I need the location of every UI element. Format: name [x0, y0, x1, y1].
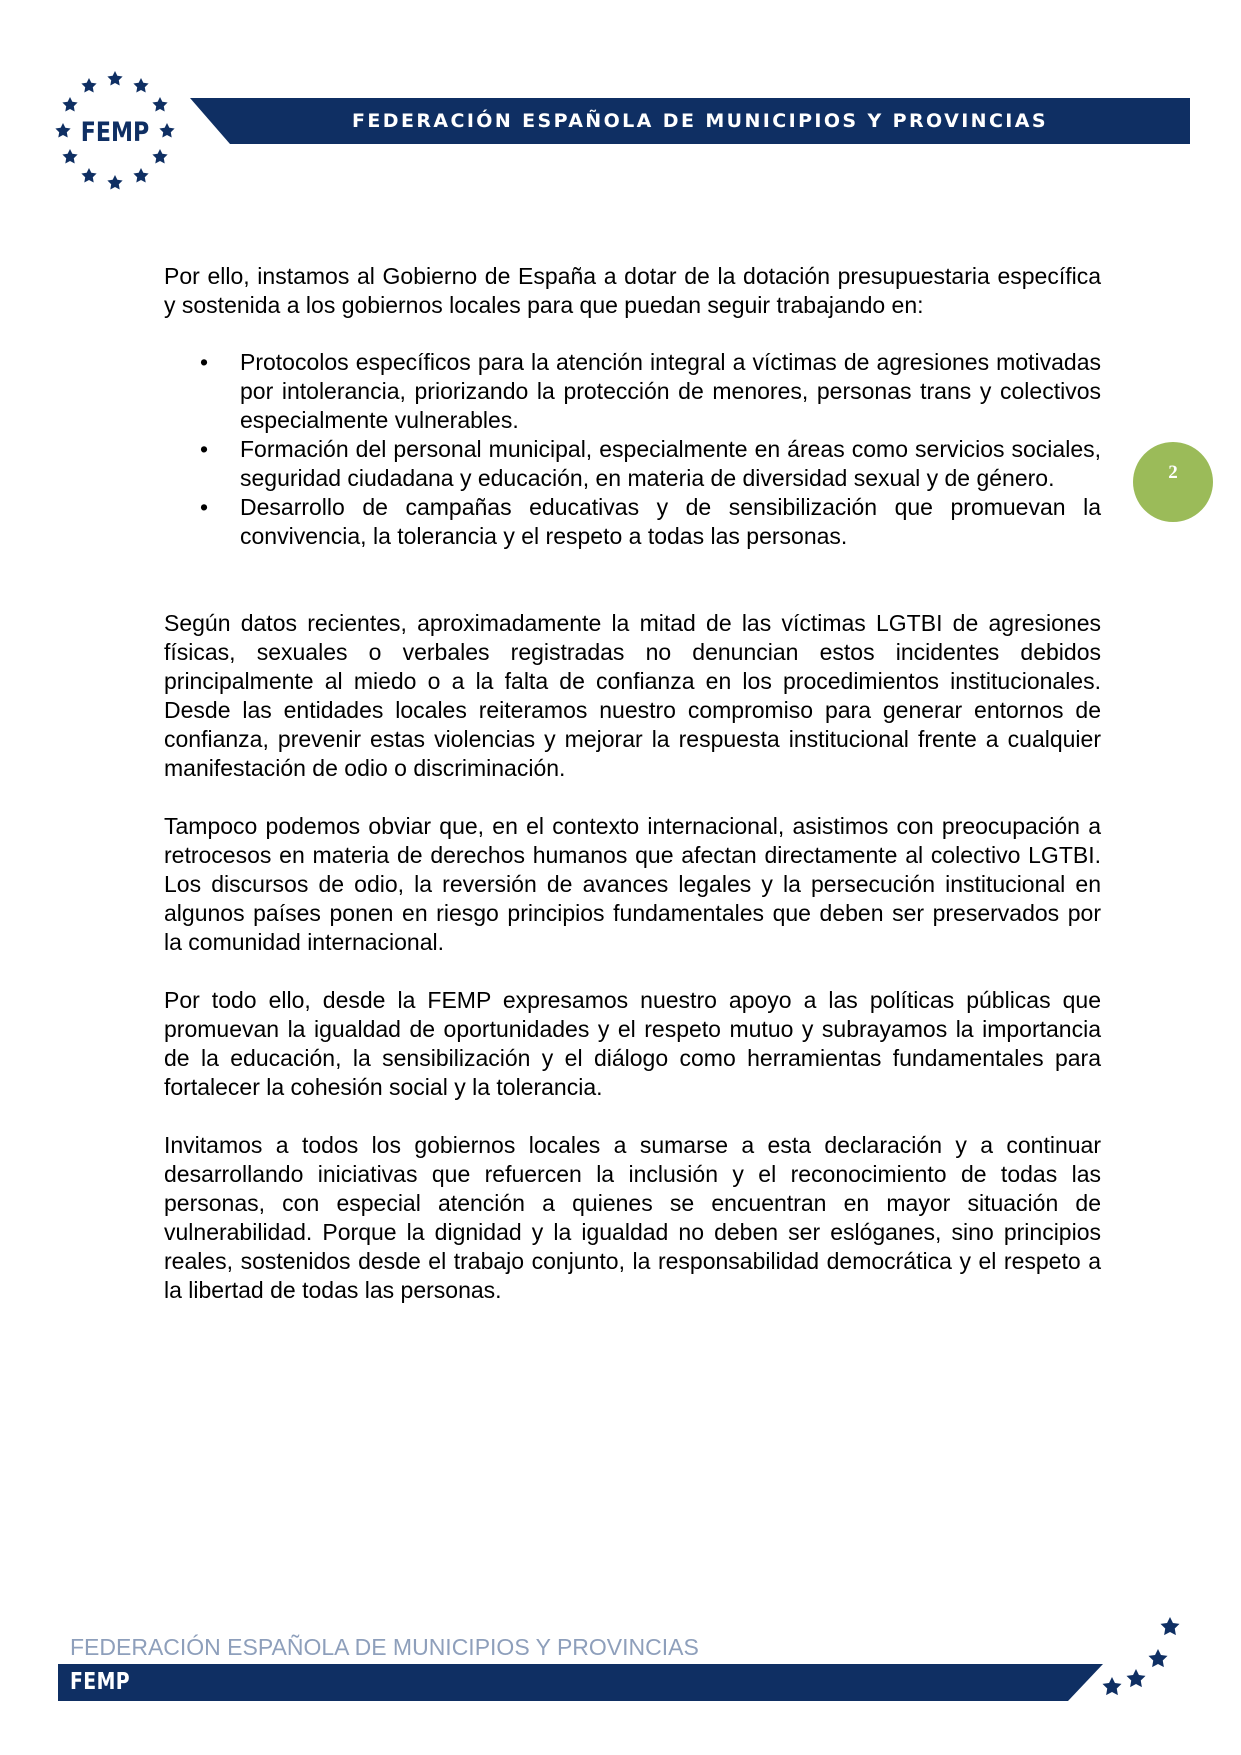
header-title: FEDERACIÓN ESPAÑOLA DE MUNICIPIOS Y PROVINCIAS	[352, 110, 1048, 132]
bullet-icon: •	[200, 349, 209, 375]
document-body	[164, 262, 1101, 1305]
footer-bar	[58, 1664, 1103, 1701]
page-number: 2	[1168, 462, 1178, 483]
femp-logo	[52, 68, 178, 194]
bullet-icon: •	[200, 494, 209, 520]
list-item	[164, 348, 1101, 435]
footer-stars-icon	[1100, 1615, 1200, 1715]
paragraph-international-context: Tampoco podemos obviar que, en el contexto internacional, asistimos con preocupación a retrocesos en materia de derechos humanos que afectan directamente al colectivo LGTBI. Los discursos de odio, la reversión de avances legales y la persecución institucional en algunos países ponen en riesgo principios fundamentales que deben ser preservados por la comunidad internacional.	[164, 813, 1101, 955]
paragraph-invitation: Invitamos a todos los gobiernos locales a sumarse a esta declaración y a continuar desarrollando iniciativas que refuercen la inclusión y el reconocimiento de todas las personas, con especial atención a quienes se encuentran en mayor situación de vulnerabilidad. Porque la dignidad y la igualdad no deben ser eslóganes, sino principios reales, sostenidos desde el trabajo conjunto, la responsabilidad democrática y el respeto a la libertad de todas las personas.	[164, 1132, 1101, 1303]
list-item	[164, 435, 1101, 493]
list-item-text: Formación del personal municipal, especialmente en áreas como servicios sociales, seguridad ciudadana y educación, en materia de diversidad sexual y de género.	[240, 436, 1101, 491]
bullet-icon: •	[200, 436, 209, 462]
page-number-badge	[1133, 442, 1213, 522]
bullet-list	[164, 348, 1101, 551]
list-item	[164, 493, 1101, 551]
list-item-text: Protocolos específicos para la atención integral a víctimas de agresiones motivadas por intolerancia, priorizando la protección de menores, personas trans y colectivos especialmente vulnerables.	[240, 349, 1101, 433]
intro-paragraph: Por ello, instamos al Gobierno de España a dotar de la dotación presupuestaria específica y sostenida a los gobiernos locales para que puedan seguir trabajando en:	[164, 263, 1101, 318]
paragraph-femp-support: Por todo ello, desde la FEMP expresamos nuestro apoyo a las políticas públicas que promuevan la igualdad de oportunidades y el respeto mutuo y subrayamos la importancia de la educación, la sensibilización y el diálogo como herramientas fundamentales para fortalecer la cohesión social y la tolerancia.	[164, 987, 1101, 1100]
list-item-text: Desarrollo de campañas educativas y de sensibilización que promuevan la convivencia, la tolerancia y el respeto a todas las personas.	[240, 494, 1101, 549]
footer-label: FEMP	[70, 1669, 131, 1695]
paragraph-victims-data: Según datos recientes, aproximadamente la mitad de las víctimas LGTBI de agresiones físicas, sexuales o verbales registradas no denuncian estos incidentes debidos principalmente al miedo o a la falta de confianza en los procedimientos institucionales. Desde las entidades locales reiteramos nuestro compromiso para generar entornos de confianza, prevenir estas violencias y mejorar la respuesta institucional frente a cualquier manifestación de odio o discriminación.	[164, 610, 1101, 781]
footer-org-name: FEDERACIÓN ESPAÑOLA DE MUNICIPIOS Y PROVINCIAS	[70, 1634, 699, 1660]
logo-text: FEMP	[80, 115, 150, 148]
